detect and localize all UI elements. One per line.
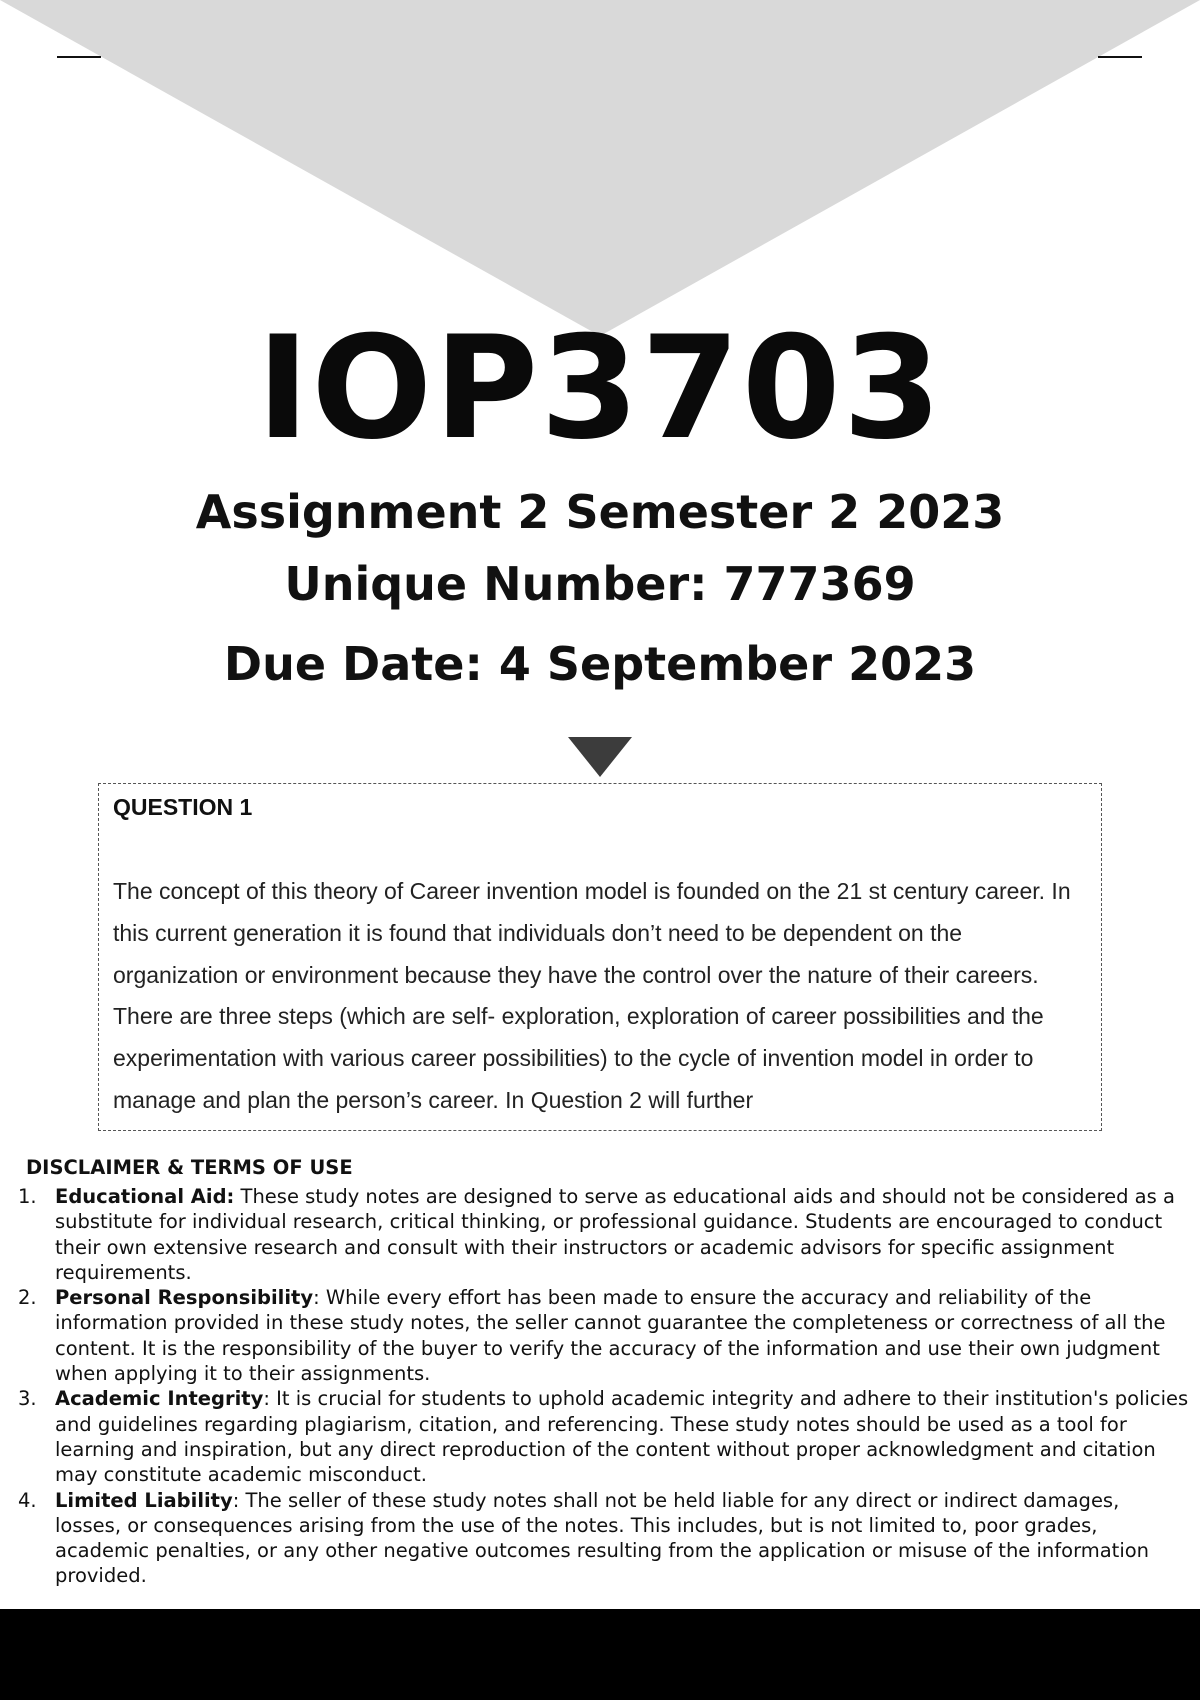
due-date: Due Date: 4 September 2023 (223, 637, 977, 691)
disclaimer-section (18, 1155, 1190, 1589)
footer-bar (0, 1609, 1200, 1700)
question-body-text: The concept of this theory of Career invention model is founded on the 21 st century career. In this current generation it is found that individuals don’t need to be dependent on the organization or environment because they have the control over the nature of their careers. There are three steps (which are self- exploration, exploration of career possibilities and the experimentation with various career possibilities) to the cycle of invention model in order to manage and plan the person’s career. In Question 2 will further (113, 878, 1071, 1113)
disclaimer-item (18, 1184, 1190, 1285)
item-term: Limited Liability (55, 1488, 233, 1512)
corner-rule-right (1098, 56, 1142, 58)
item-number: 3. (18, 1387, 37, 1411)
item-text: : It is crucial for students to uphold academic integrity and adhere to their institution's policies and guidelines regarding plagiarism, citation, and referencing. These study notes should be used as a tool for learning and inspiration, but any direct reproduction of the content without proper acknowledgment and citation may constitute academic misconduct. (55, 1387, 1189, 1487)
disclaimer-item (18, 1386, 1190, 1487)
down-arrow-icon (568, 737, 632, 779)
disclaimer-title: DISCLAIMER & TERMS OF USE (26, 1156, 353, 1179)
unique-number: Unique Number: 777369 (284, 557, 916, 611)
item-text: : The seller of these study notes shall not be held liable for any direct or indirect damages, losses, or consequences arising from the use of the notes. This includes, but is not limited to, poor grades, academic penalties, or any other negative outcomes resulting from the application or misuse of the information provided. (55, 1488, 1150, 1588)
assignment-subtitle: Assignment 2 Semester 2 2023 (195, 485, 1005, 539)
disclaimer-list (18, 1184, 1190, 1589)
item-term: Academic Integrity (55, 1387, 264, 1411)
item-number: 2. (18, 1286, 37, 1310)
item-text: These study notes are designed to serve as educational aids and should not be considered as a substitute for individual research, critical thinking, or professional guidance. Students are encouraged to conduct their own extensive research and consult with their instructors or academic advisors for specific assignment requirements. (55, 1185, 1175, 1284)
item-text: : While every effort has been made to ensure the accuracy and reliability of the information provided in these study notes, the seller cannot guarantee the completeness or correctness of all the content. It is the responsibility of the buyer to verify the accuracy of the information and use their own judgment when applying it to their assignments. (55, 1286, 1166, 1386)
chevron-shape (0, 0, 1200, 336)
item-number: 1. (18, 1185, 37, 1208)
top-chevron-decoration (0, 0, 1200, 340)
course-code-title: IOP3703 (256, 306, 944, 471)
corner-rule-left (57, 56, 101, 58)
disclaimer-item (18, 1488, 1190, 1589)
item-term: Educational Aid: (55, 1185, 235, 1208)
disclaimer-item (18, 1285, 1190, 1386)
question-heading: QUESTION 1 (113, 794, 253, 820)
item-term: Personal Responsibility (55, 1286, 314, 1310)
question-preview-box (98, 783, 1102, 1131)
item-number: 4. (18, 1488, 37, 1512)
